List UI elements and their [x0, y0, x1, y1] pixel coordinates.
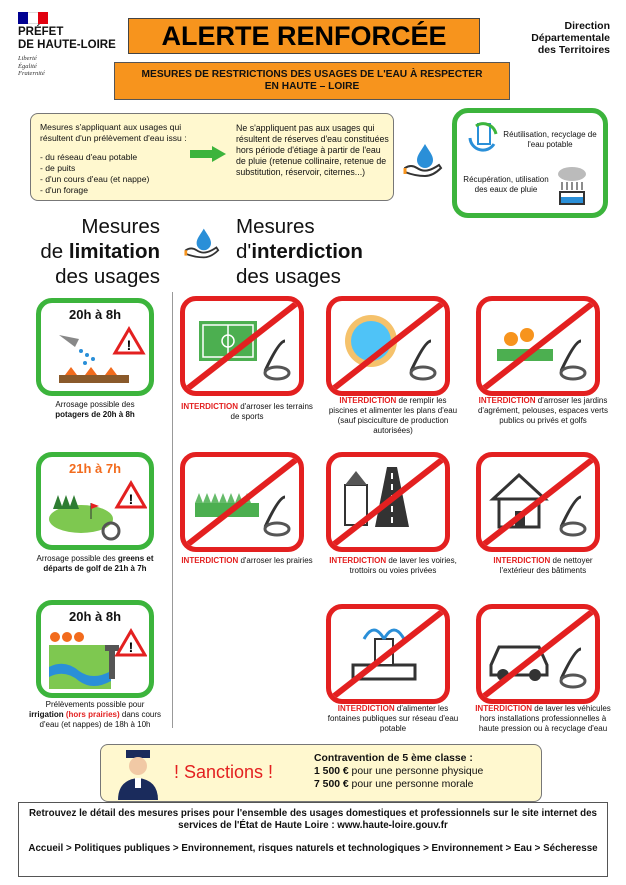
ban-tile-jardins — [476, 296, 600, 396]
ban-caption-fontaines — [326, 704, 460, 734]
limitation-heading-keyword: limitation — [68, 240, 160, 263]
limitation-heading-line1: Mesures — [81, 215, 160, 238]
sanctions-label: ! Sanctions ! — [174, 762, 274, 782]
ban-tile-sports — [180, 296, 304, 396]
caption-red: (hors prairies) — [63, 710, 120, 719]
ban-text: de nettoyer l'extérieur des bâtiments — [499, 556, 593, 575]
ban-tile-fontaines — [326, 604, 450, 704]
prefet-label — [18, 26, 116, 52]
footer-breadcrumb: Accueil > Politiques publiques > Environnement, risques naturels et technologiques > Environnement > Eau > Sécheresse — [28, 843, 598, 854]
interdiction-word: INTERDICTION — [493, 556, 551, 565]
ddt-line2: Départementale — [531, 32, 610, 44]
caption-bold: potagers de 20h à 8h — [55, 410, 135, 419]
limitation-tile-potagers — [36, 298, 154, 396]
page-title: ALERTE RENFORCÉE — [128, 18, 480, 54]
ban-caption-vehicules — [472, 704, 614, 734]
interdiction-word: INTERDICTION — [478, 396, 536, 405]
scope-intro: Mesures s'appliquant aux usages qui résultent d'un prélèvement d'eau issu : — [40, 122, 187, 143]
limitation-caption-potagers — [36, 400, 154, 420]
ban-text: d'arroser les jardins d'agrément, pelouses, espaces verts publics ou privés et golfs — [477, 396, 609, 425]
interdiction-word: INTERDICTION — [181, 556, 239, 565]
interdiction-word: INTERDICTION — [475, 704, 533, 713]
ban-tile-batiments — [476, 452, 600, 552]
interdiction-word: INTERDICTION — [339, 396, 397, 405]
caption-text: Arrosage possible des — [55, 400, 135, 409]
ban-caption-piscines — [326, 396, 460, 436]
subtitle-line1: MESURES DE RESTRICTIONS DES USAGES DE L'EAU À RESPECTER — [141, 69, 483, 80]
marianne-logo — [18, 12, 48, 24]
limitation-heading-line3: des usages — [55, 265, 160, 288]
interdiction-heading-line1: Mesures — [236, 215, 315, 238]
interdiction-heading-keyword: interdiction — [251, 240, 363, 263]
ban-caption-jardins — [476, 396, 610, 426]
tile-time: 20h à 8h — [68, 609, 122, 624]
scope-item: - du réseau d'eau potable — [40, 152, 138, 162]
svg-text:!: ! — [128, 639, 134, 655]
hand-water-drop-icon — [184, 226, 220, 260]
gendarme-icon — [116, 748, 160, 800]
ban-caption-sports — [180, 402, 314, 422]
scope-item: - d'un cours d'eau (et nappe) — [40, 174, 150, 184]
page-subtitle — [114, 62, 510, 100]
interdiction-heading — [236, 214, 436, 289]
interdiction-heading-line3: des usages — [236, 265, 341, 288]
fine-amount: 7 500 € — [314, 779, 349, 790]
caption-bold: greens — [117, 554, 145, 563]
sports-field-ban-icon — [185, 301, 299, 391]
ban-text: d'arroser les terrains de sports — [230, 402, 313, 421]
car-ban-icon — [481, 609, 595, 699]
ddt-label — [520, 20, 610, 56]
interdiction-word: INTERDICTION — [329, 556, 387, 565]
ban-tile-prairies — [180, 452, 304, 552]
reuse-text: Réutilisation, recyclage de l'eau potable — [503, 130, 597, 149]
limitation-tile-golf — [36, 452, 154, 550]
rain-text: Récupération, utilisation des eaux de pluie — [463, 175, 549, 194]
tile-time: 21h à 7h — [68, 461, 122, 476]
fine-target: pour une personne morale — [348, 779, 474, 790]
ban-tile-piscines — [326, 296, 450, 396]
limitation-tile-irrigation — [36, 600, 154, 698]
fountain-ban-icon — [331, 609, 445, 699]
ban-caption-batiments — [476, 556, 610, 576]
interdiction-heading-prefix: d' — [236, 240, 252, 263]
ban-tile-vehicules — [476, 604, 600, 704]
road-ban-icon — [331, 457, 445, 547]
caption-text: Prélèvements possible pour — [45, 700, 145, 709]
scope-applies — [40, 122, 212, 196]
caption-text: Arrosage possible des — [36, 554, 118, 563]
prefet-line1: PRÉFET — [18, 26, 64, 38]
column-divider — [172, 292, 173, 728]
caption-bold: et départs de golf de 21h à 7h — [43, 554, 154, 573]
limitation-heading — [22, 214, 160, 289]
ban-text: de laver les véhicules hors installations professionnelles à haute pression ou à recyclage d'eau — [478, 704, 611, 733]
limitation-caption-irrigation — [26, 700, 164, 730]
ban-text: de remplir les piscines et alimenter les plans d'eau (sauf pisciculture de production autorisées) — [328, 396, 458, 435]
limitation-heading-prefix: de — [40, 240, 69, 263]
republic-motto — [18, 55, 45, 78]
pool-ban-icon — [331, 301, 445, 391]
interdiction-word: INTERDICTION — [181, 402, 238, 411]
ban-caption-prairies — [180, 556, 314, 566]
fine-target: pour une personne physique — [348, 766, 484, 777]
recycle-water-icon — [466, 120, 500, 156]
motto-egalite: Égalité — [18, 62, 37, 70]
ban-text: d'arroser les prairies — [238, 556, 313, 565]
rain-cloud-icon — [552, 166, 592, 206]
limitation-caption-golf — [28, 554, 162, 574]
tile-time: 20h à 8h — [68, 307, 122, 322]
golf-sprinkler-icon — [47, 479, 147, 543]
svg-text:!: ! — [126, 337, 132, 353]
scope-excludes: Ne s'appliquent pas aux usages qui résultent de réserves d'eau constituées hors période d'étiage à partir de l'eau de pluie (retenue collinaire, retenue de substitution, réservoir, citernes...) — [236, 123, 389, 177]
ddt-line3: des Territoires — [537, 44, 610, 56]
irrigation-river-icon — [47, 627, 147, 693]
caption-text: dans cours d'eau (et nappes) de 18h à 10h — [39, 710, 162, 729]
motto-fraternite: Fraternité — [18, 70, 45, 77]
hand-water-drop-icon — [403, 142, 443, 178]
ban-caption-voiries — [318, 556, 468, 576]
motto-liberte: Liberté — [18, 55, 37, 62]
vegetable-garden-icon — [49, 325, 147, 389]
building-ban-icon — [481, 457, 595, 547]
ban-tile-voiries — [326, 452, 450, 552]
sanctions-class: Contravention de 5 ème classe : — [314, 753, 473, 764]
scope-item: - de puits — [40, 163, 76, 173]
interdiction-word: INTERDICTION — [337, 704, 395, 713]
ban-text: de laver les voiries, trottoirs ou voies privées — [349, 556, 457, 575]
footer-info: Retrouvez le détail des mesures prises pour l'ensemble des usages domestiques et professionnels sur le site internet des services de l'État de Haute Loire : www.haute-loire.gouv.fr — [28, 808, 598, 831]
arrow-right-icon — [190, 146, 226, 162]
fine-amount: 1 500 € — [314, 766, 349, 777]
sanctions-details — [314, 752, 534, 791]
subtitle-line2: EN HAUTE – LOIRE — [264, 81, 360, 92]
meadow-ban-icon — [185, 457, 299, 547]
ban-text: d'alimenter les fontaines publiques sur réseau d'eau potable — [327, 704, 459, 733]
caption-bold: irrigation — [28, 710, 64, 719]
svg-text:!: ! — [128, 491, 134, 507]
prefet-line2: DE HAUTE-LOIRE — [18, 39, 116, 51]
scope-item: - d'un forage — [40, 185, 88, 195]
ddt-line1: Direction — [564, 20, 610, 32]
garden-ban-icon — [481, 301, 595, 391]
